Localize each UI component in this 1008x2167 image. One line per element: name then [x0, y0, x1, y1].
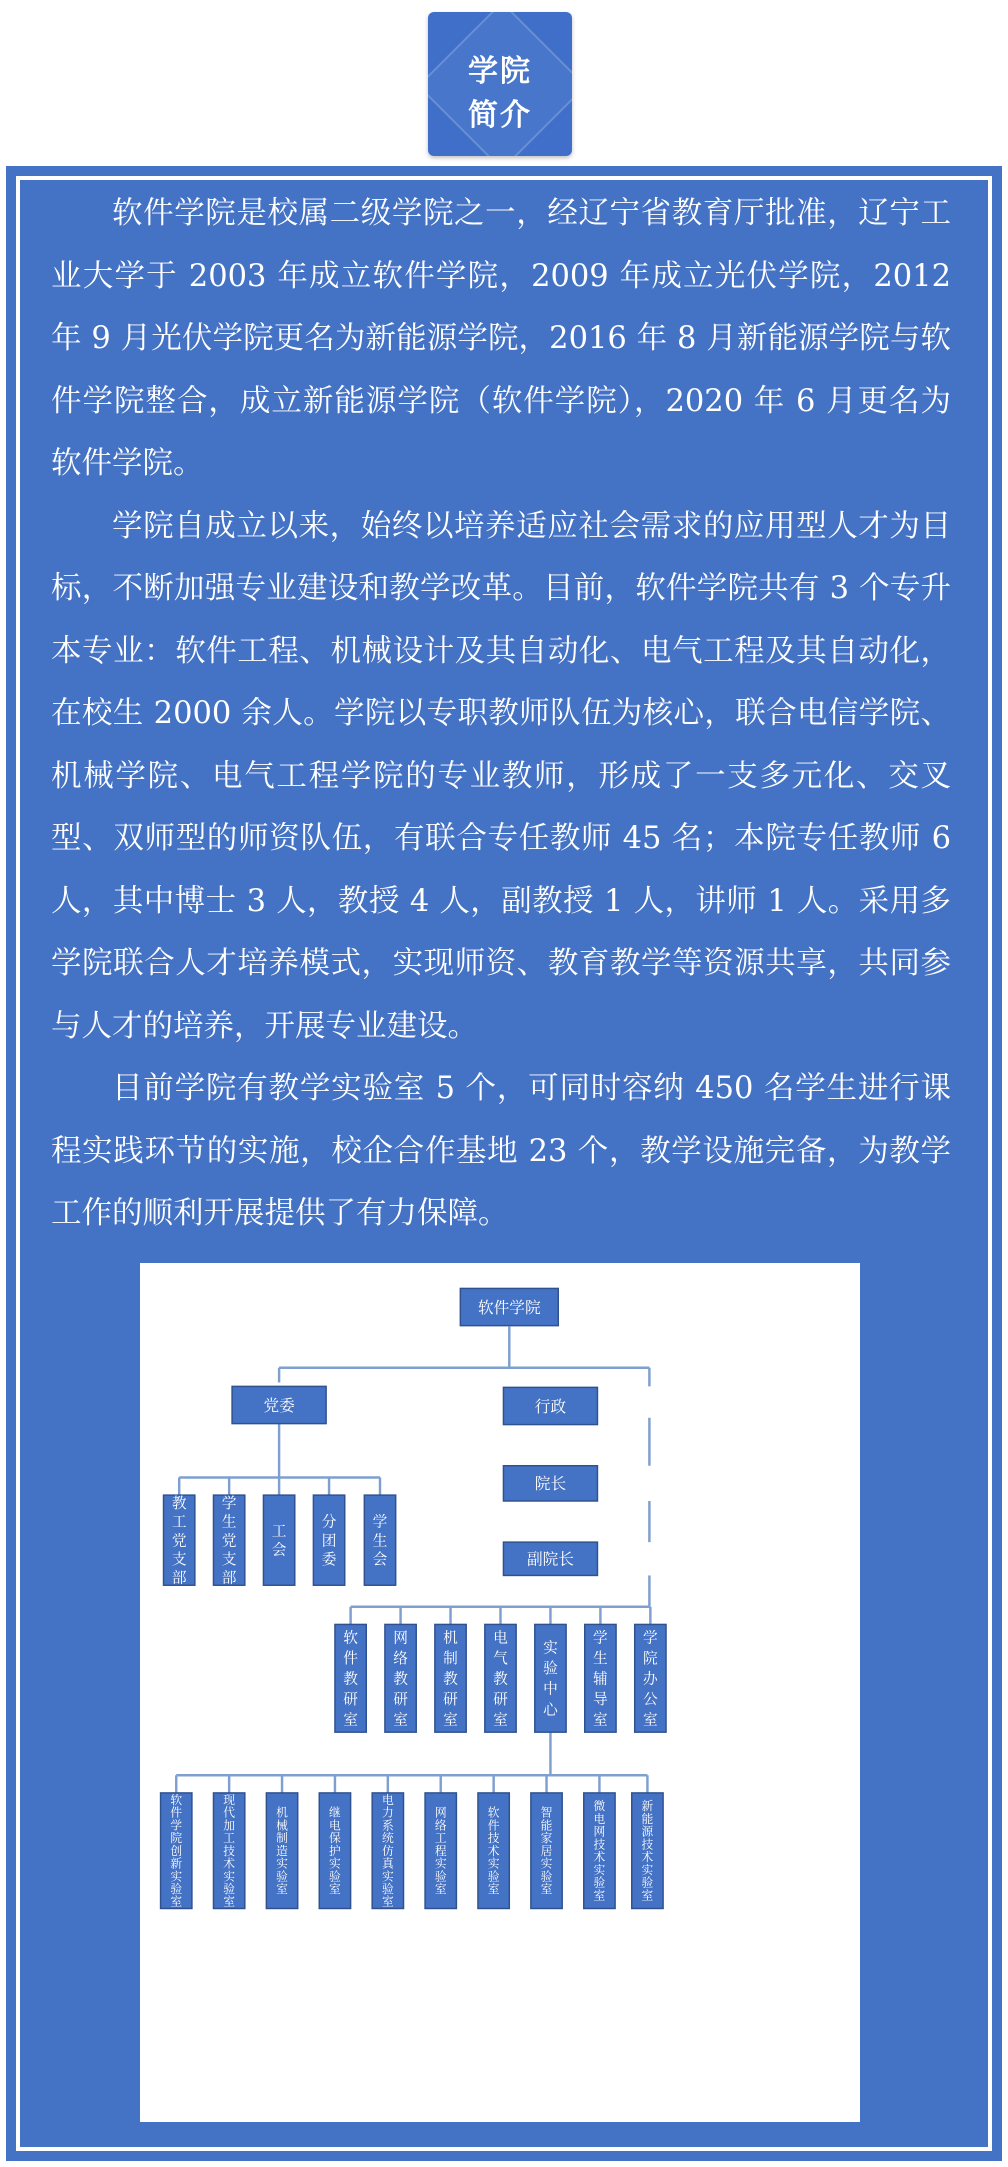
department-1 — [385, 1624, 416, 1732]
department-6 — [635, 1624, 666, 1732]
lab-3 — [319, 1793, 350, 1909]
paragraph-facilities: 目前学院有教学实验室 5 个，可同时容纳 450 名学生进行课程实践环节的实施，校企合作基地 23 个，教学设施完备，为教学工作的顺利开展提供了有力保障。 — [51, 1071, 951, 1231]
party-unit-2-label: 工会 — [271, 1523, 287, 1559]
party-unit-0-label: 教工党支部 — [171, 1495, 187, 1587]
lab-9-label: 新能源技术实验室 — [641, 1799, 654, 1903]
party-unit-2-box — [263, 1495, 294, 1585]
party-unit-4-label: 学生会 — [372, 1513, 388, 1568]
lab-0-label: 软件学院创新实验室 — [170, 1792, 183, 1909]
department-2-label: 机制教研室 — [443, 1629, 458, 1729]
org-root-label: 软件学院 — [477, 1297, 541, 1317]
department-2 — [435, 1624, 466, 1732]
org-dean — [503, 1466, 597, 1501]
lab-2 — [266, 1793, 297, 1909]
department-3-label: 电气教研室 — [493, 1629, 508, 1729]
paragraph-history: 软件学院是校属二级学院之一，经辽宁省教育厅批准，辽宁工业大学于 2003 年成立软件学院，2009 年成立光伏学院，2012 年 9 月光伏学院更名为新能源学院，2016 年 8 月新能源学院与软件学院整合，成立新能源学院（软件学院），2020 年 6 月更名为软件学院。 — [51, 196, 951, 481]
party-unit-2 — [263, 1495, 294, 1585]
lab-4 — [372, 1793, 403, 1909]
party-unit-3 — [313, 1495, 344, 1585]
org-party-label: 党委 — [263, 1395, 295, 1415]
org-chart — [140, 1263, 860, 2122]
lab-8 — [584, 1793, 615, 1909]
org-chart-svg — [140, 1263, 860, 2122]
lab-1 — [213, 1793, 244, 1909]
department-4 — [535, 1624, 566, 1732]
party-unit-4 — [364, 1495, 395, 1585]
lab-3-label: 继电保护实验室 — [329, 1805, 341, 1897]
lab-1-label: 现代加工技术实验室 — [223, 1792, 236, 1909]
party-unit-0 — [164, 1495, 195, 1586]
department-0-label: 软件教研室 — [343, 1629, 358, 1729]
lab-9 — [632, 1793, 663, 1909]
section-title-badge — [428, 12, 572, 156]
org-dean-label: 院长 — [534, 1474, 567, 1494]
badge-title-line2: 简介 — [468, 98, 532, 133]
lab-2-label: 机械制造实验室 — [276, 1805, 288, 1897]
lab-5-label: 网络工程实验室 — [434, 1805, 447, 1897]
org-party — [232, 1386, 326, 1423]
department-5 — [585, 1624, 616, 1732]
department-1-label: 网络教研室 — [393, 1629, 408, 1729]
lab-6-label: 软件技术实验室 — [487, 1805, 500, 1897]
lab-5 — [425, 1793, 456, 1909]
lab-6 — [478, 1793, 509, 1909]
badge-title-line1: 学院 — [468, 54, 532, 89]
org-vice-dean — [503, 1542, 597, 1575]
department-6-label: 学院办公室 — [643, 1629, 658, 1729]
party-unit-3-label: 分团委 — [321, 1513, 337, 1568]
lab-4-label: 电力系统仿真实验室 — [381, 1792, 394, 1909]
lab-7-label: 智能家居实验室 — [540, 1805, 553, 1897]
org-vice-dean-label: 副院长 — [526, 1549, 574, 1569]
party-unit-1-label: 学生党支部 — [221, 1495, 237, 1587]
party-unit-1 — [213, 1495, 244, 1586]
lab-0 — [161, 1793, 192, 1909]
department-0 — [335, 1624, 366, 1732]
intro-text — [51, 183, 951, 1246]
org-root — [460, 1288, 558, 1325]
paragraph-faculty: 学院自成立以来，始终以培养适应社会需求的应用型人才为目标，不断加强专业建设和教学改革。目前，软件学院共有 3 个专升本专业：软件工程、机械设计及其自动化、电气工程及其自动化，在校生 2000 余人。学院以专职教师队伍为核心，联合电信学院、机械学院、电气工程学院的专业教师，形成了一支多元化、交叉型、双师型的师资队伍，有联合专任教师 45 名；本院专任教师 6 人，其中博士 3 人，教授 4 人，副教授 1 人，讲师 1 人。采用多学院联合人才培养模式，实现师资、教育教学等资源共享，共同参与人才的培养，开展专业建设。 — [51, 508, 951, 1044]
department-3 — [485, 1624, 516, 1732]
lab-8-label: 微电网技术实验室 — [593, 1799, 606, 1903]
department-5-label: 学生辅导室 — [593, 1629, 608, 1729]
org-admin-label: 行政 — [534, 1396, 567, 1416]
org-admin — [503, 1387, 597, 1424]
department-4-label: 实验中心 — [543, 1639, 558, 1719]
lab-7 — [531, 1793, 562, 1909]
